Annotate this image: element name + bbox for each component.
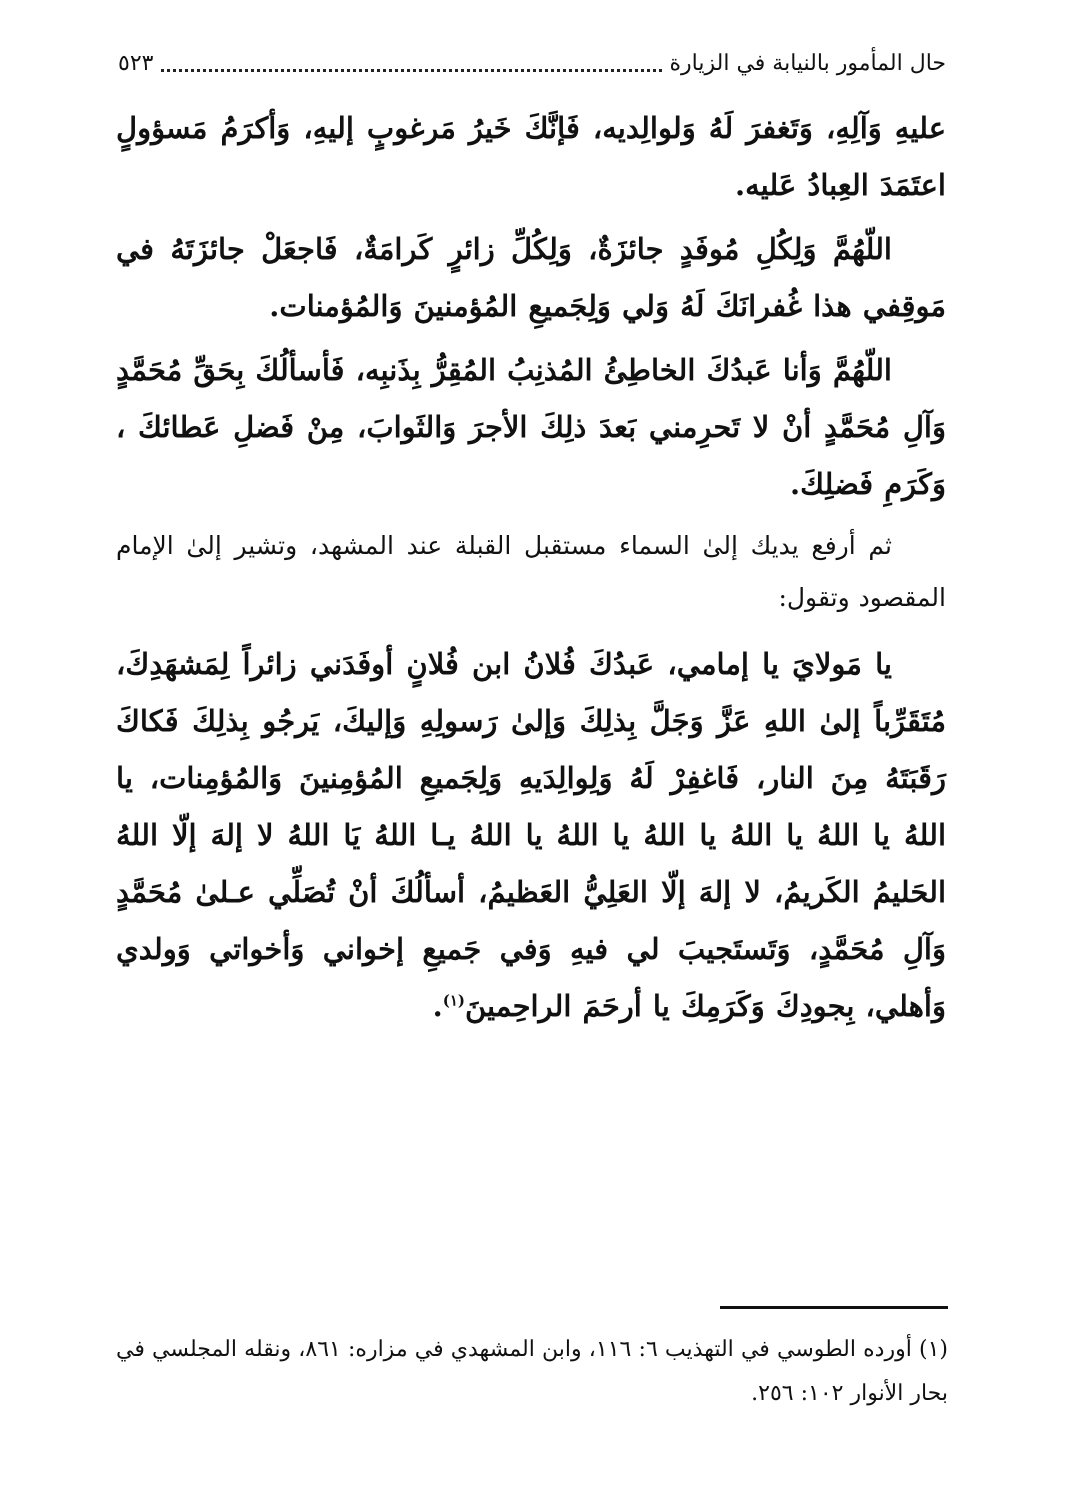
footnote: (١) أورده الطوسي في التهذيب ٦: ١١٦، وابن المشهدي في مزاره: ٨٦١، ونقله المجلسي في بحار الأنوار ١٠٢: ٢٥٦. [116,1337,948,1406]
paragraph-5-text: يا مَولايَ يا إمامي، عَبدُكَ فُلانُ ابن فُلانٍ أوفَدَني زائراً لِمَشهَدِكَ، مُتَقَرِّباً إلىٰ اللهِ عَزَّ وَجَلَّ بِذلِكَ وَإلىٰ رَسولِهِ وَإليكَ، يَرجُو بِذلِكَ فَكاكَ رَقَبَتَهُ مِنَ النار، فَاغفِرْ لَهُ وَلِوالِدَيهِ وَلِجَميعِ المُؤمِنينَ وَالمُؤمِنات، يا اللهُ يا اللهُ يا اللهُ يا اللهُ يا اللهُ يا اللهُ يـا اللهُ يَا اللهُ لا إلهَ إلّا اللهُ الحَليمُ الكَريمُ، لا إلهَ إلّا العَلِيُّ العَظيمُ، أسألُكَ أنْ تُصَلِّي عـلىٰ مُحَمَّدٍ وَآلِ مُحَمَّدٍ، وَتَستَجيبَ لي فيهِ وَفي جَميعِ إخواني وَأخواتي وَولدي وَأهلي، بِجودِكَ وَكَرَمِكَ يا أرحَمَ الراحِمينَ [116,647,946,1023]
dot-leader [161,69,661,72]
paragraph-1: عليهِ وَآلِهِ، وَتَغفرَ لَهُ وَلوالِديه، فَإنَّكَ خَيرُ مَرغوبٍ إليهِ، وَأكرَمُ مَسؤولٍ اعتَمَدَ العِبادُ عَليه. [116,111,946,202]
page-number: ٥٢٣ [118,51,154,76]
main-text [116,100,946,1042]
closing-mark: . [432,989,443,1023]
paragraph-4-instruction: ثم أرفع يديك إلىٰ السماء مستقبل القبلة عند المشهد، وتشير إلىٰ الإمام المقصود وتقول: [116,531,946,612]
footnote-reference: (١) [442,991,465,1010]
running-header-title: حال المأمور بالنيابة في الزيارة [669,51,946,76]
paragraph-3: اللّهُمَّ وَأنا عَبدُكَ الخاطِئُ المُذنِبُ المُقِرُّ بِذَنبِه، فَأسألُكَ بِحَقِّ مُحَمَّدٍ وَآلِ مُحَمَّدٍ أنْ لا تَحرِمني بَعدَ ذلِكَ الأجرَ وَالثَوابَ، مِنْ فَضلِ عَطائكَ ، وَكَرَمِ فَضلِكَ. [116,353,946,501]
paragraph-5 [116,636,946,1035]
running-header [118,44,946,84]
paragraph-2: اللّهُمَّ وَلِكُلِ مُوفَدٍ جائزَةٌ، وَلِكُلِّ زائرٍ كَرامَةٌ، فَاجعَلْ جائزَتَهُ في مَوقِفي هذا غُفرانَكَ لَهُ وَلي وَلِجَميعِ المُؤمنينَ وَالمُؤمنات. [116,232,946,323]
footnote-separator [720,1306,948,1309]
